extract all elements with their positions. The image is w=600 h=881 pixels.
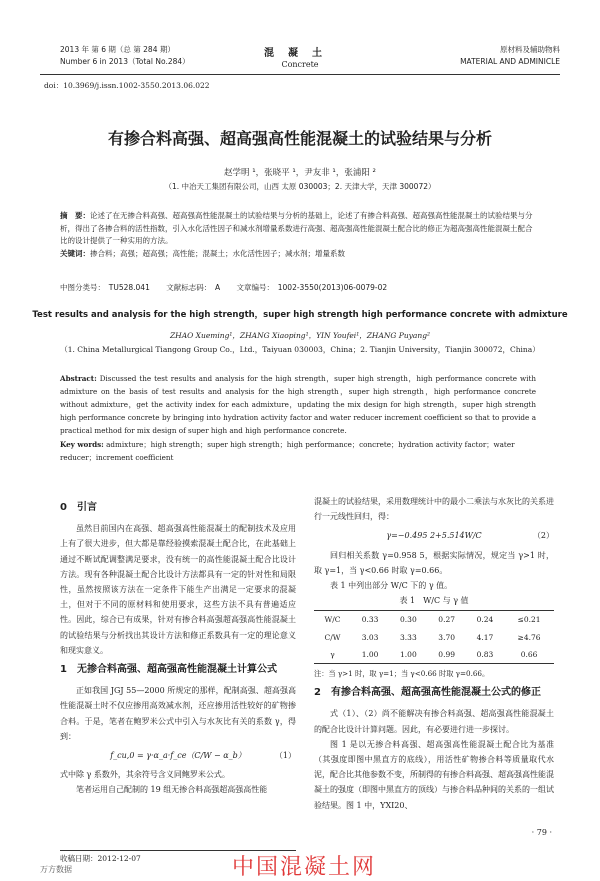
footer-brand: 万方数据 xyxy=(40,865,72,874)
abstract-en-label: Abstract: xyxy=(60,374,97,383)
abstract-cn-text: 论述了在无掺合料高强、超高强高性能混凝土的试验结果与分析的基础上，论述了有掺合料高强、超高强高性能混凝土的试验结果与分析，得出了各掺合料的活性指数，引入水化活性因子和减水剂增量系数进行高强、超高强高性能混凝土配合比的修正为超高强高性能混凝土配合比的设计提供了一种实用的方法。 xyxy=(60,211,533,245)
keywords-cn-text: 掺合料；高强；超高强；高性能；混凝土；水化活性因子；减水剂；增量系数 xyxy=(90,248,345,258)
keywords-en xyxy=(60,438,536,464)
formula-2-number: （2） xyxy=(532,531,554,541)
formula-2-expression: γ=−0.495 2+5.514W/C xyxy=(386,531,482,541)
table-cell: 3.03 xyxy=(361,632,379,642)
table-cell: 1.00 xyxy=(351,646,389,664)
right-paragraph-2: 回归相关系数 γ=0.958 5，根据实际情况，规定当 γ>1 时，取 γ=1，当 γ<0.66 时取 γ=0.66。 xyxy=(314,550,554,575)
watermark: 中国混凝土网 xyxy=(232,855,377,880)
section-2-heading: 2 有掺合料高强、超高强高性能混凝土公式的修正 xyxy=(314,687,541,699)
table-row xyxy=(314,646,554,664)
table-cell: C/W xyxy=(324,632,341,642)
right-paragraph-1: 混凝土的试验结果，采用数理统计中的最小二乘法与水灰比的关系进行一元线性回归，得： xyxy=(314,497,554,522)
section-1-heading: 1 无掺合料高强、超高强高性能混凝土计算公式 xyxy=(60,664,277,676)
left-column xyxy=(60,496,296,798)
right-column xyxy=(314,494,554,813)
table-cell: 0.99 xyxy=(428,646,466,664)
table-cell: 0.27 xyxy=(428,611,466,629)
table-cell: ≥4.76 xyxy=(517,632,541,642)
issue-cn: 2013 年 第 6 期（总 第 284 期） xyxy=(60,45,175,54)
table-row xyxy=(314,611,554,629)
affiliations-en: （1. China Metallurgical Tiangong Group Co.，Ltd.，Taiyuan 030003，China；2. Tianjin University，Tianjin 300072，China） xyxy=(60,345,540,354)
table-cell: 3.70 xyxy=(438,632,455,642)
article-number: 文章编号： 1002-3550(2013)06-0079-02 xyxy=(236,283,388,292)
keywords-en-label: Key words: xyxy=(60,440,104,449)
abstract-en xyxy=(60,372,536,437)
formula-1-number: （1） xyxy=(274,751,296,761)
header-rule xyxy=(40,74,560,75)
abstract-en-text: Discussed the test results and analysis for the high strength，super high strength，high performance concrete with admixture on the basis of test results and analysis for the high strength，super high strength，high performance concrete without admixture，get the activity index for each admixture，updating the mix design for high strength，super high strength high performance concrete by bringing into hydration activity factor and water reducer increment coefficient so that to provide a practical method for mix design of super high and high performance concrete. xyxy=(60,374,536,435)
table-cell: W/C xyxy=(314,611,351,629)
right-paragraph-3: 表 1 中列出部分 W/C 下的 γ 值。 xyxy=(330,581,453,591)
table-cell: γ xyxy=(314,646,351,664)
formula-1-expression: f_cu,0 = γ·α_a·f_ce（C/W − α_b） xyxy=(110,751,246,761)
journal-name-en: Concrete xyxy=(281,60,319,69)
keywords-en-text: admixture；high strength；super high strength；high performance；concrete；hydration activity factor；water reducer；increment coefficient xyxy=(60,440,515,462)
table-cell: 0.24 xyxy=(466,611,504,629)
section-info xyxy=(460,44,560,68)
table-cell: 0.33 xyxy=(351,611,389,629)
clc-number: 中图分类号： TU528.041 xyxy=(60,283,150,292)
affiliations-cn: （1. 中冶天工集团有限公司，山西 太原 030003；2. 天津大学，天津 300072） xyxy=(164,182,436,191)
table-1 xyxy=(314,610,554,664)
table-cell: 1.00 xyxy=(389,646,427,664)
table-cell: 0.66 xyxy=(504,646,554,664)
document-code: 文献标志码： A xyxy=(166,283,221,292)
journal-name-cn: 混凝土 xyxy=(264,48,336,59)
authors-en: ZHAO Xueming¹，ZHANG Xiaoping¹，YIN Youfei¹，ZHANG Puyang² xyxy=(169,331,431,340)
doi: doi：10.3969/j.issn.1002-3550.2013.06.022 xyxy=(44,81,210,90)
abstract-cn-label: 摘 要： xyxy=(60,211,90,220)
section-cn: 原材料及辅助物料 xyxy=(500,45,560,54)
section-2-paragraph-1: 式（1）、（2）尚不能解决有掺合料高强、超高强高性能混凝土的配合比设计计算问题。因此，有必要进行进一步探讨。 xyxy=(314,709,554,734)
table-1-note: 注：当 γ>1 时，取 γ=1；当 γ<0.66 时取 γ=0.66。 xyxy=(314,669,490,679)
table-cell: 0.30 xyxy=(389,611,427,629)
issue-en: Number 6 in 2013（Total No.284） xyxy=(60,57,190,66)
received-date: 收稿日期：2012-12-07 xyxy=(60,850,296,864)
abstract-cn xyxy=(60,210,536,260)
paper-title-cn: 有掺合料高强、超高强高性能混凝土的试验结果与分析 xyxy=(107,129,492,148)
section-1-paragraph-3: 笔者运用自己配制的 19 组无掺合料高强超高强高性能 xyxy=(76,785,268,795)
section-1-paragraph-1: 正如我国 JGJ 55—2000 所规定的那样，配制高强、超高强高性能混凝土时不仅应掺用高效减水剂，还应掺用活性较好的矿物掺合料。于是，笔者在鲍罗米公式中引入与水灰比有关的系数 γ，得到： xyxy=(60,686,296,741)
table-cell: ≤0.21 xyxy=(504,611,554,629)
table-cell: 3.33 xyxy=(400,632,417,642)
classification-line xyxy=(60,282,401,293)
section-0-heading: 0 引言 xyxy=(60,502,97,513)
paper-title-en: Test results and analysis for the high strength，super high strength high performance concrete with admixture xyxy=(32,310,568,320)
table-cell: 4.17 xyxy=(476,632,494,642)
section-en: MATERIAL AND ADMINICLE xyxy=(460,57,560,66)
authors-cn: 赵学明 ¹，张晓平 ¹，尹友非 ¹，张浦阳 ² xyxy=(224,168,376,178)
intro-paragraph: 虽然目前国内在高强、超高强高性能混凝土的配制技术及应用上有了很大进步，但大都是靠经验摸索混凝土配合比，在此基础上通过不断试配调整满足要求，没有统一的高性能混凝土配合比设计方法。现有各种混凝土配合比设计方法都具有一定的针对性和局限性，虽然按照该方法在一定条件下能生产出满足一定要求的混凝土，但对于不同的原材料和使用要求，这些方法不具有普遍适应性。因此，综合已有成果，针对有掺合料高强超高强高性能混凝土的试验结果与分析找出其设计方法和修正系数具有一定的理论意义和现实意义。 xyxy=(60,524,296,655)
formula-1 xyxy=(60,748,296,763)
section-1-paragraph-2: 式中除 γ 系数外，其余符号含义同鲍罗米公式。 xyxy=(60,770,230,780)
formula-2 xyxy=(314,528,554,543)
table-row xyxy=(314,629,554,646)
keywords-cn-label: 关键词： xyxy=(60,248,90,258)
section-2-paragraph-2: 图 1 是以无掺合料高强、超高强高性能混凝土配合比为基准（其强度即图中黑直方的底线），用活性矿物掺合料等质量取代水泥，配合比其他参数不变，所制得的有掺合料高强、超高强高性能混凝土的强度（即图中黑直方的顶线）与掺合料品种间的关系的一组试验结果。图 1 中，YXI20、 xyxy=(314,739,554,810)
table-cell: 0.83 xyxy=(466,646,504,664)
table-1-title: 表 1 W/C 与 γ 值 xyxy=(399,596,469,606)
page-number: · 79 · xyxy=(531,828,552,837)
